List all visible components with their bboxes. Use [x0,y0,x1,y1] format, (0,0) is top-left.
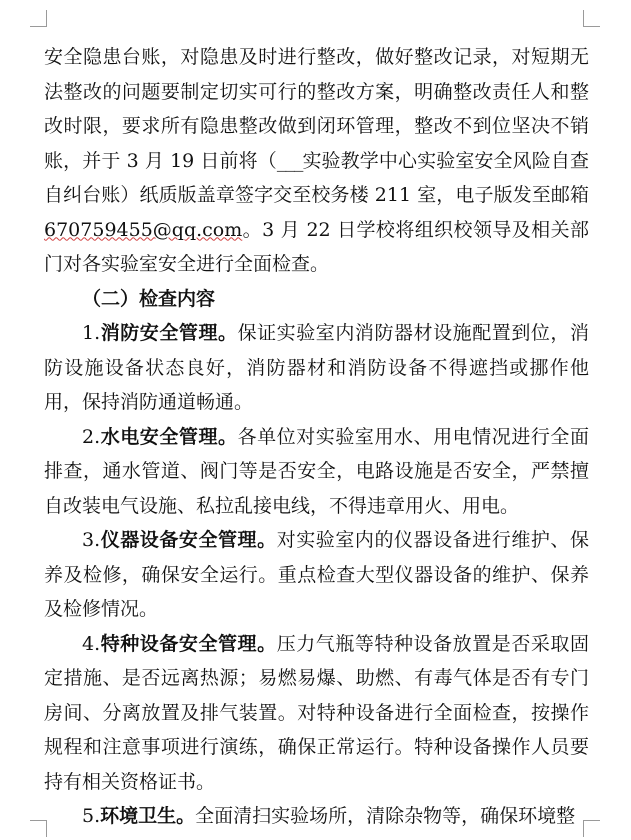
item-text: 各单位对实验室用水、用电情况进行全面排查，通水管道、阀门等是否安全，电路设施是否安全，严禁擅自改装电气设施、私拉乱接电线，不得违章用火、用电。 [44,425,589,517]
section-heading: （二）检查内容 [82,287,216,310]
item-separator: 。 [218,425,238,448]
item-number: 4. [82,632,101,655]
item-text: 对实验室内的仪器设备进行维护、保养及检修，确保安全运行。重点检查大型仪器设备的维护、保养及检修情况。 [44,529,589,620]
item-separator: 。 [176,805,196,827]
item-separator: 。 [257,529,277,551]
item-number: 2. [82,425,101,448]
item-title: 仪器设备安全管理 [100,529,258,551]
item-water-electric-safety [44,420,589,524]
paragraph-intro [44,40,589,282]
item-separator: 。 [257,632,277,655]
crop-mark-top-right [583,10,600,27]
item-text: 全面清扫实验场所，清除杂物等，确保环境整 [195,805,576,827]
paragraph-text: 实验教学中心实验室安全风险自查自纠台账）纸质版盖章签字交至校务楼 211 室，电子版发至邮箱 [44,149,589,206]
item-fire-safety [44,316,589,420]
item-text: 压力气瓶等特种设备放置是否采取固定措施、是否远离热源；易燃易爆、助燃、有毒气体是否有专门房间、分离放置及排气装置。对特种设备进行全面检查，按操作规程和注意事项进行演练，确保正常运行。特种设备操作人员要持有相关资格证书。 [44,632,589,793]
paragraph-text: 。3 月 22 日学校将组织校领导及相关部门对各实验室安全进行全面检查。 [44,218,589,275]
item-environment-hygiene [44,799,589,834]
email-address: 670759455@qq.com [44,218,243,241]
item-separator: 。 [218,322,238,344]
blank-placeholder: ___ [276,149,303,172]
item-number: 1. [82,322,101,344]
item-title: 水电安全管理 [100,425,219,448]
item-title: 特种设备安全管理 [100,632,258,655]
document-body [44,40,589,834]
item-special-equipment-safety [44,627,589,800]
crop-mark-top-left [30,10,47,27]
item-number: 3. [82,529,101,551]
item-title: 消防安全管理 [100,322,219,344]
item-number: 5. [82,805,101,827]
item-text: 保证实验室内消防器材设施配置到位，消防设施设备状态良好，消防器材和消防设备不得遮挡或挪作他用，保持消防通道畅通。 [44,322,589,413]
paragraph-text: 安全隐患台账，对隐患及时进行整改，做好整改记录，对短期无法整改的问题要制定切实可行的整改方案，明确整改责任人和整改时限，要求所有隐患整改做到闭环管理，整改不到位坚决不销账，并于 3 月 19 日前将（ [44,46,589,172]
item-title: 环境卫生 [100,805,177,827]
item-instrument-safety [44,523,589,627]
